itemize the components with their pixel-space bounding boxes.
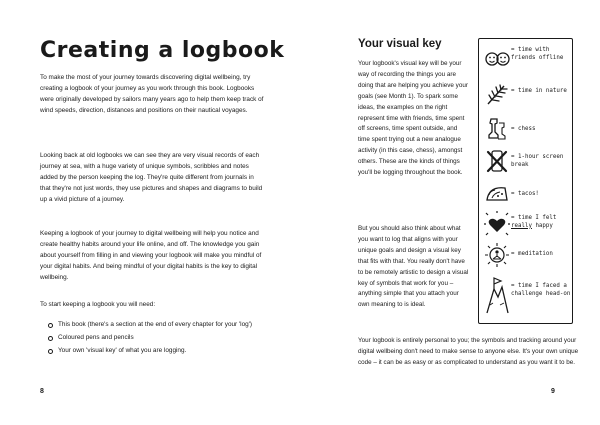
intro-paragraph: To make the most of your journey towards discovering digital wellbeing, try creating a logbook of your journey as you work through this book. Logbooks were originally developed by sailors many years ago to help them keep track of wind speeds, direction, distances and positions on their nautical voyages. bbox=[40, 74, 264, 114]
key-label: = time I faced a challenge head-on bbox=[511, 283, 571, 297]
benefits-paragraph: Keeping a logbook of your journey to digital wellbeing will help you notice and create healthy habits around your life online, and off. The knowledge you gain about yourself from filling in and viewing your logbook will make you mindful of your digital habits. And being mindful of your digital habits is the key to digital wellbeing. bbox=[40, 230, 262, 281]
friends-faces-icon bbox=[484, 46, 510, 72]
bullet-icon bbox=[48, 336, 53, 341]
bullet-icon bbox=[48, 349, 53, 354]
design-key-paragraph: But you should also think about what you want to log that aligns with your unique goals and design a visual key that fits with that. You really don't have to be remotely artistic to design a visual key of symbols that work for you – anything simple that you attach your own meaning to is ideal. bbox=[358, 225, 469, 309]
key-row bbox=[479, 273, 572, 321]
list-item: This book (there's a section at the end of every chapter for your 'log') bbox=[48, 320, 263, 331]
visual-key-box bbox=[478, 38, 573, 324]
key-label: = time I felt really happy bbox=[511, 215, 557, 229]
key-label: = meditation bbox=[511, 251, 553, 257]
page-title: Creating a logbook bbox=[40, 38, 285, 63]
key-label: = tacos! bbox=[511, 191, 539, 197]
key-label: = chess bbox=[511, 126, 536, 132]
list-item: Your own 'visual key' of what you are logging. bbox=[48, 346, 263, 357]
key-label: = time in nature bbox=[511, 88, 567, 94]
key-row bbox=[479, 209, 572, 241]
section-heading: Your visual key bbox=[358, 38, 442, 50]
bullet-icon bbox=[48, 323, 53, 328]
taco-icon bbox=[484, 181, 510, 207]
key-row bbox=[479, 79, 572, 113]
chess-piece-icon bbox=[484, 115, 510, 141]
key-row bbox=[479, 239, 572, 273]
personal-code-paragraph: Your logbook is entirely personal to you; the symbols and tracking around your digital wellbeing don't need to make sense to anyone else. It's your own unique code – it can be as easy or as complicated to understand as you want it to be. bbox=[358, 337, 579, 366]
key-label: = 1-hour screen break bbox=[511, 154, 564, 168]
key-row bbox=[479, 113, 572, 147]
right-page bbox=[300, 0, 600, 425]
key-label: = time with friends offline bbox=[511, 47, 564, 61]
leaf-icon bbox=[484, 81, 510, 107]
history-paragraph: Looking back at old logbooks we can see they are very visual records of each journey at sea, with a huge variety of unique symbols, scribbles and notes added by the person keeping the log. They're quite different from journals in that they're not just words, they use pictures and shapes and diagrams to build up a vivid picture of a journey. bbox=[40, 152, 263, 203]
meditation-sun-icon bbox=[484, 242, 510, 268]
key-row bbox=[479, 145, 572, 179]
page-number: 9 bbox=[551, 388, 555, 395]
needs-intro: To start keeping a logbook you will need: bbox=[40, 301, 156, 308]
list-item: Coloured pens and pencils bbox=[48, 333, 263, 344]
page-number: 8 bbox=[40, 388, 44, 395]
summit-flag-icon bbox=[484, 275, 510, 315]
needs-list bbox=[48, 320, 263, 359]
key-row bbox=[479, 179, 572, 209]
visual-key-paragraph: Your logbook's visual key will be your way of recording the things you are doing that are helping you achieve your goals (see Month 1). To spark some ideas, the examples on the right represent time with friends, time spent off screens, time spent outside, and time spent trying out a new analogue activity (in this case, chess), amongst others. These are the kinds of things you'll be logging throughout the book. bbox=[358, 60, 468, 177]
heart-sun-icon bbox=[484, 211, 510, 237]
key-row bbox=[479, 43, 572, 77]
crossed-phone-icon bbox=[484, 148, 510, 174]
